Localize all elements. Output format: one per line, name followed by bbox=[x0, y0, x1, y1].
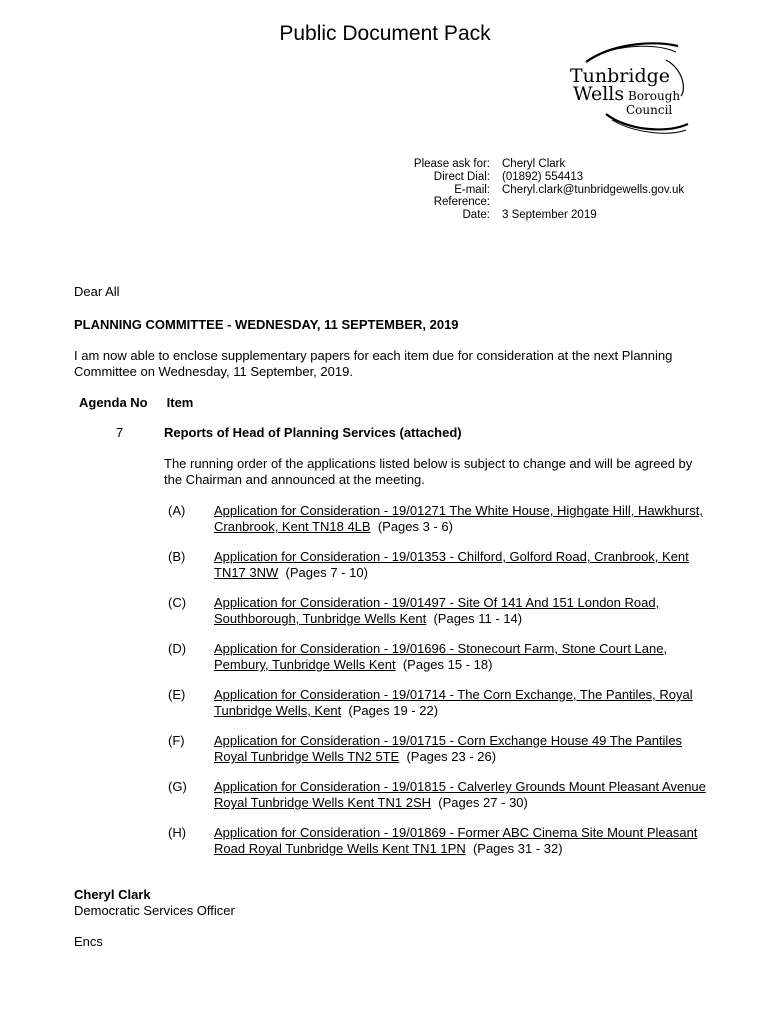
logo-line-3: Council bbox=[626, 103, 673, 117]
contact-value: 3 September 2019 bbox=[502, 209, 597, 222]
contact-value: Cheryl Clark bbox=[502, 158, 566, 170]
contact-value: (01892) 554413 bbox=[502, 170, 584, 183]
pages-ref: (Pages 11 - 14) bbox=[433, 611, 523, 626]
greeting: Dear All bbox=[74, 284, 120, 299]
contact-label: E-mail: bbox=[454, 183, 490, 196]
pages-ref: (Pages 15 - 18) bbox=[402, 657, 493, 672]
subitem-letter: (B) bbox=[168, 549, 186, 564]
subitem-letter: (A) bbox=[168, 503, 186, 518]
agenda-header bbox=[79, 395, 193, 411]
pages-ref: (Pages 31 - 32) bbox=[472, 841, 563, 856]
application-link[interactable]: Application for Consideration - 19/01271 The White House, Highgate Hill, Hawkhurst, Cranbrook, Kent TN18 4LB bbox=[214, 503, 703, 534]
pages-ref: (Pages 7 - 10) bbox=[285, 565, 368, 580]
subitem-letter: (F) bbox=[168, 733, 185, 748]
subitem-letter: (H) bbox=[168, 825, 187, 840]
application-link[interactable]: Application for Consideration - 19/01815 - Calverley Grounds Mount Pleasant Avenue Royal Tunbridge Wells Kent TN1 2SH bbox=[214, 779, 706, 810]
subitem-letter: (E) bbox=[168, 687, 186, 702]
letter-heading: PLANNING COMMITTEE - WEDNESDAY, 11 SEPTEMBER, 2019 bbox=[74, 317, 459, 332]
contact-row bbox=[330, 196, 684, 209]
application-link[interactable]: Application for Consideration - 19/01696 - Stonecourt Farm, Stone Court Lane, Pembury, Tunbridge Wells Kent bbox=[214, 641, 668, 672]
application-link[interactable]: Application for Consideration - 19/01497 - Site Of 141 And 151 London Road, Southborough, Tunbridge Wells Kent bbox=[214, 595, 660, 626]
subitem-letter: (D) bbox=[168, 641, 187, 656]
contact-label: Date: bbox=[462, 209, 490, 222]
contact-row bbox=[330, 158, 684, 171]
agenda-item-heading: Item bbox=[166, 395, 194, 410]
application-link[interactable]: Application for Consideration - 19/01869 - Former ABC Cinema Site Mount Pleasant Road Royal Tunbridge Wells Kent TN1 1PN bbox=[214, 825, 698, 856]
council-logo bbox=[566, 40, 696, 140]
pages-ref: (Pages 23 - 26) bbox=[406, 749, 497, 764]
agenda-item-description: The running order of the applications listed below is subject to change and will be agreed by the Chairman and announced at the meeting. bbox=[164, 456, 693, 487]
agenda-item-number: 7 bbox=[116, 425, 124, 440]
contact-label: Direct Dial: bbox=[433, 170, 490, 183]
signatory-name: Cheryl Clark bbox=[74, 887, 151, 902]
logo-line-1: Tunbridge bbox=[570, 65, 671, 87]
logo-line-2b: Borough bbox=[628, 89, 681, 103]
intro-paragraph: I am now able to enclose supplementary papers for each item due for consideration at the next Planning Committee on Wednesday, 11 September, 2019. bbox=[74, 348, 673, 379]
pages-ref: (Pages 19 - 22) bbox=[348, 703, 439, 718]
contact-label: Reference: bbox=[433, 196, 490, 209]
contact-label: Please ask for: bbox=[413, 158, 490, 170]
contact-details bbox=[330, 158, 684, 222]
application-link[interactable]: Application for Consideration - 19/01715 - Corn Exchange House 49 The Pantiles Royal Tunbridge Wells TN2 5TE bbox=[214, 733, 683, 764]
application-link[interactable]: Application for Consideration - 19/01353 - Chilford, Golford Road, Cranbrook, Kent TN17 3NW bbox=[214, 549, 689, 580]
pages-ref: (Pages 27 - 30) bbox=[438, 795, 528, 810]
contact-row bbox=[330, 209, 684, 222]
signatory-role: Democratic Services Officer bbox=[74, 903, 235, 918]
contact-email[interactable]: Cheryl.clark@tunbridgewells.gov.uk bbox=[502, 183, 685, 196]
agenda-no-heading: Agenda No bbox=[79, 395, 148, 410]
enclosures-note: Encs bbox=[74, 934, 103, 949]
agenda-item-title: Reports of Head of Planning Services (attached) bbox=[164, 425, 462, 440]
pages-ref: (Pages 3 - 6) bbox=[377, 519, 453, 534]
contact-row bbox=[330, 184, 684, 197]
subitem-letter: (C) bbox=[168, 595, 187, 610]
logo-line-2a: Wells bbox=[573, 83, 625, 105]
page-title: Public Document Pack bbox=[279, 22, 491, 45]
application-link[interactable]: Application for Consideration - 19/01714 - The Corn Exchange, The Pantiles, Royal Tunbridge Wells, Kent bbox=[214, 687, 693, 718]
contact-row bbox=[330, 171, 684, 184]
subitem-letter: (G) bbox=[168, 779, 187, 794]
council-logo-swoosh bbox=[566, 40, 696, 140]
